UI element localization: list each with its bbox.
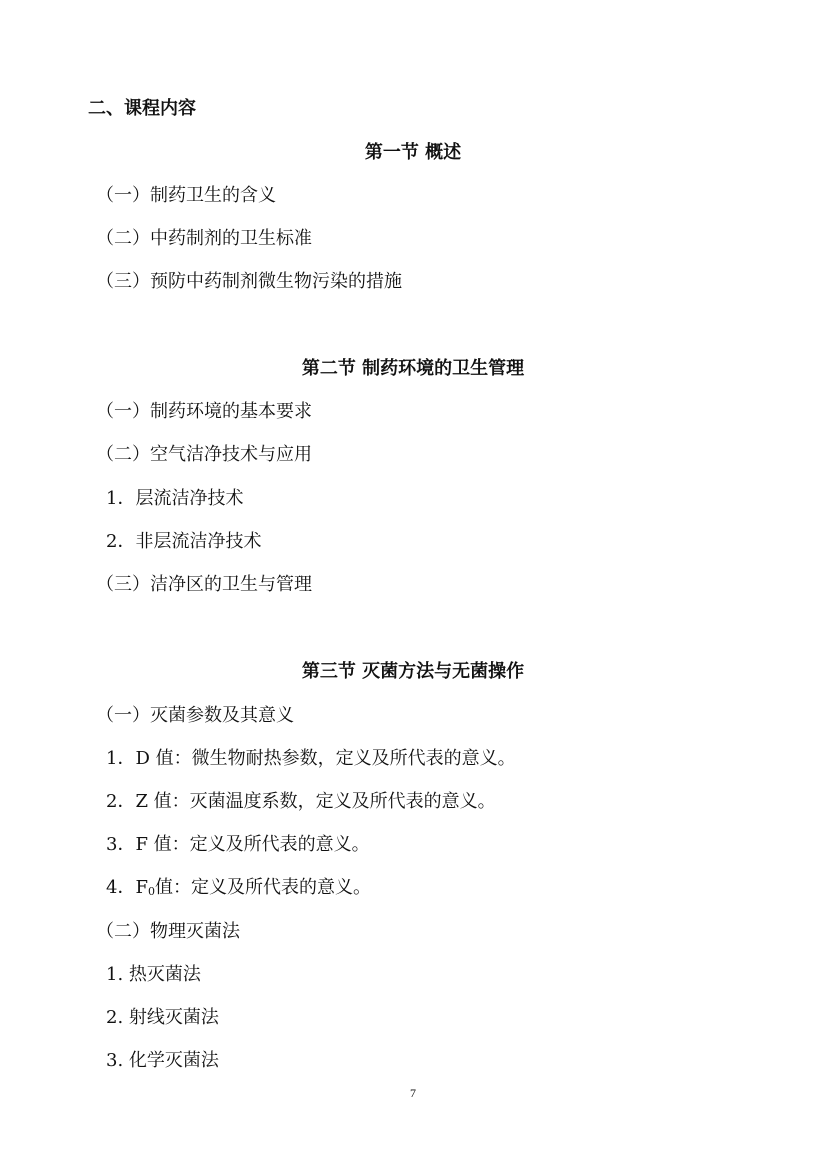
page-number: 7 xyxy=(410,1086,416,1100)
section-3-item-1: （一）灭菌参数及其意义 xyxy=(96,705,294,726)
section-3-subitem-f-value: 3．F 值：定义及所代表的意义。 xyxy=(106,834,370,855)
section-3-subitem-d-value: 1．D 值：微生物耐热参数，定义及所代表的意义。 xyxy=(106,748,516,769)
course-content-heading: 二、课程内容 xyxy=(88,98,196,119)
section-3-subitem-z-value: 2．Z 值：灭菌温度系数，定义及所代表的意义。 xyxy=(106,791,496,812)
section-3-subitem-heat: 1. 热灭菌法 xyxy=(106,964,201,985)
section-3-title: 第三节 灭菌方法与无菌操作 xyxy=(301,661,525,682)
section-1-title: 第一节 概述 xyxy=(364,142,462,163)
section-2-item-3: （三）洁净区的卫生与管理 xyxy=(96,574,312,595)
f0-subscript: 0 xyxy=(147,885,155,898)
f0-suffix: 值：定义及所代表的意义。 xyxy=(154,877,371,898)
section-1-item-2: （二）中药制剂的卫生标准 xyxy=(96,228,312,249)
section-2-subitem-1: 1．层流洁净技术 xyxy=(106,488,244,509)
section-2-subitem-2: 2．非层流洁净技术 xyxy=(106,531,262,552)
section-1-item-3: （三）预防中药制剂微生物污染的措施 xyxy=(96,271,402,292)
section-3-subitem-f0-value xyxy=(106,876,371,904)
section-2-title: 第二节 制药环境的卫生管理 xyxy=(301,358,525,379)
section-3-subitem-radiation: 2. 射线灭菌法 xyxy=(106,1007,219,1028)
section-3-subitem-chemical: 3. 化学灭菌法 xyxy=(106,1050,219,1071)
f0-prefix: 4．F xyxy=(106,877,148,898)
section-2-item-2: （二）空气洁净技术与应用 xyxy=(96,444,312,465)
section-3-item-2: （二）物理灭菌法 xyxy=(96,921,240,942)
section-2-item-1: （一）制药环境的基本要求 xyxy=(96,401,312,422)
section-1-item-1: （一）制药卫生的含义 xyxy=(96,185,276,206)
